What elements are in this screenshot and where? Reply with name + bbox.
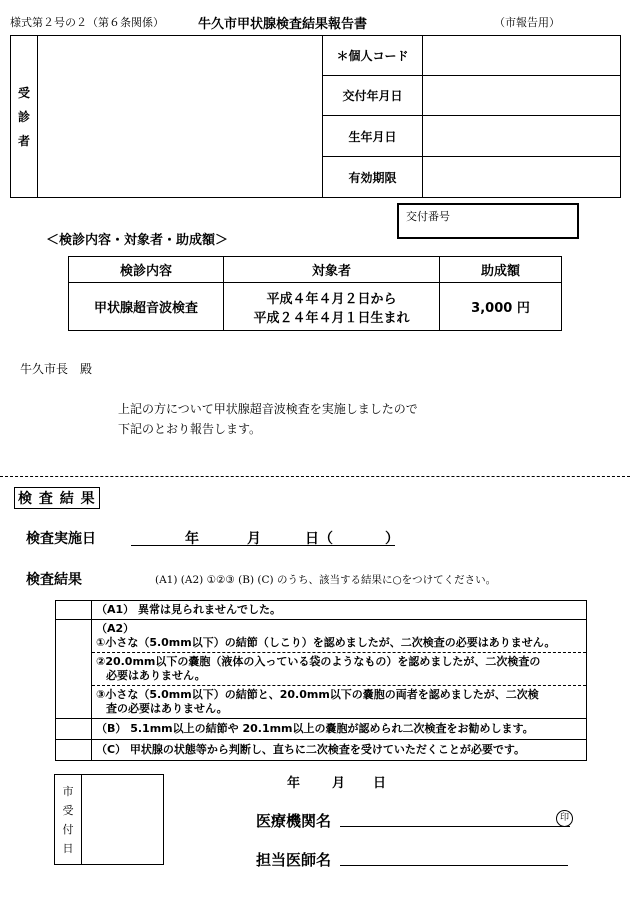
- result-a2-1: ①小さな（5.0mm以下）の結節（しこり）を認めましたが、二次検査の必要はありません。: [96, 636, 556, 649]
- recipient-table: [10, 35, 621, 198]
- recipient-info-area[interactable]: [38, 36, 323, 198]
- expiry-field[interactable]: [423, 157, 621, 198]
- result-a2-3: ③小さな（5.0mm以下）の結節と、20.0mm以下の嚢胞の両者を認めましたが、二次検 査の必要はありません。: [92, 685, 586, 718]
- cut-line: [0, 476, 630, 477]
- receipt-date-field[interactable]: [82, 775, 164, 865]
- birth-date-label: 生年月日: [323, 116, 423, 157]
- header-target: 対象者: [224, 257, 440, 283]
- expiry-label: 有効期限: [323, 157, 423, 198]
- copy-label: （市報告用）: [494, 16, 560, 29]
- personal-code-label: ＊個人コード: [323, 36, 423, 76]
- exam-date-close: ）: [385, 531, 399, 547]
- result-a2: （A2）: [96, 622, 135, 635]
- header-subsidy: 助成額: [440, 257, 562, 283]
- exam-content-value: 甲状腺超音波検査: [69, 283, 224, 331]
- addressee: 牛久市長 殿: [20, 362, 93, 376]
- issue-number-box[interactable]: [397, 203, 579, 239]
- result-a2-mark[interactable]: [56, 620, 92, 719]
- birth-date-field[interactable]: [423, 116, 621, 157]
- document-title: 牛久市甲状腺検査結果報告書: [198, 17, 368, 32]
- sign-date-day: 日: [373, 776, 387, 791]
- exam-date-label: 検査実施日: [26, 531, 96, 547]
- results-instruction: (A1) (A2) ①②③ (B) (C) のうち、該当する結果に○をつけてください。: [155, 574, 497, 586]
- result-a2-2: ②20.0mm以下の嚢胞（液体の入っている袋のようなもの）を認めましたが、二次検査の 必要はありません。: [92, 652, 586, 685]
- seal-icon: 印: [556, 810, 573, 827]
- form-number: 様式第２号の２（第６条関係）: [10, 16, 164, 29]
- sign-date-month: 月: [332, 776, 346, 791]
- issue-date-field[interactable]: [423, 76, 621, 116]
- doctor-field[interactable]: [340, 865, 568, 866]
- receipt-date-label: 市 受 付 日: [55, 775, 82, 865]
- section-title: ＜検診内容・対象者・助成額＞: [46, 233, 229, 248]
- result-a1-mark[interactable]: [56, 601, 92, 620]
- result-b: （B） 5.1mm以上の結節や 20.1mm以上の嚢胞が認められ二次検査をお勧めします。: [92, 719, 587, 740]
- result-a2-group: [92, 620, 587, 719]
- result-a1: （A1） 異常は見られませんでした。: [92, 601, 587, 620]
- exam-date-day: 日（: [305, 531, 333, 547]
- exam-date-underline: [131, 545, 395, 546]
- doctor-label: 担当医師名: [256, 851, 332, 869]
- result-b-mark[interactable]: [56, 719, 92, 740]
- receipt-date-box: [54, 774, 164, 865]
- body-line-2: 下記のとおり報告します。: [118, 422, 262, 436]
- exam-date-year: 年: [185, 531, 199, 547]
- result-c: （C） 甲状腺の状態等から判断し、直ちに二次検査を受けていただくことが必要です。: [92, 740, 587, 761]
- issue-date-label: 交付年月日: [323, 76, 423, 116]
- exam-date-month: 月: [247, 531, 261, 547]
- sign-date-year: 年: [287, 776, 301, 791]
- institution-label: 医療機関名: [256, 812, 332, 830]
- header-exam-content: 検診内容: [69, 257, 224, 283]
- subsidy-table: [68, 256, 562, 331]
- issue-number-label: 交付番号: [406, 210, 450, 223]
- personal-code-field[interactable]: [423, 36, 621, 76]
- target-value: 平成４年４月２日から 平成２４年４月１日生まれ: [224, 283, 440, 331]
- subsidy-amount: 3,000 円: [440, 283, 562, 331]
- results-table: [55, 600, 587, 761]
- institution-field[interactable]: [340, 826, 570, 827]
- results-heading: 検 査 結 果: [14, 487, 100, 509]
- recipient-side-label: 受 診 者: [11, 36, 38, 198]
- results-label: 検査結果: [26, 572, 82, 588]
- body-line-1: 上記の方について甲状腺超音波検査を実施しましたので: [118, 402, 418, 416]
- result-c-mark[interactable]: [56, 740, 92, 761]
